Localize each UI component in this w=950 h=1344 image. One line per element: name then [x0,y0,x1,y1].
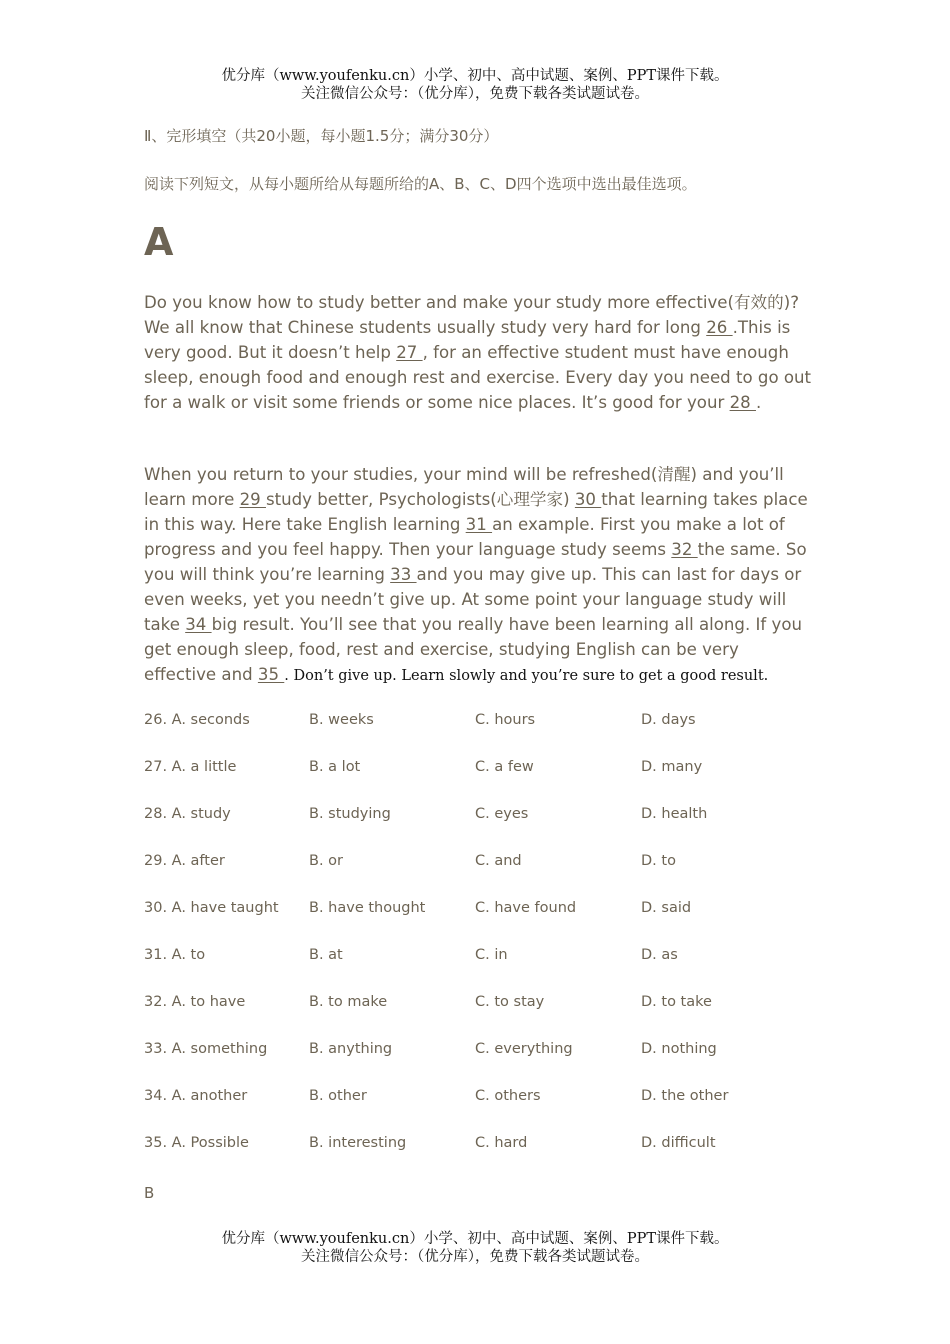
option-d: D. many [641,759,703,775]
footer-line-2: 关注微信公众号：（优分库），免费下载各类试题试卷。 [301,1249,649,1265]
option-c: C. others [475,1088,541,1104]
page-header [0,67,950,103]
option-b: B. a lot [309,759,361,775]
option-b: B. weeks [309,712,374,728]
paragraph-text: an example. First you make a lot of progress and you feel happy. Then your language study seems [144,515,785,559]
option-a: 26. A. seconds [144,712,250,728]
option-a: 30. A. have taught [144,900,279,916]
option-b: B. have thought [309,900,426,916]
blank-35: 35 [257,665,285,684]
blank-31: 31 [465,515,493,534]
page-footer [0,1230,950,1266]
option-d: D. nothing [641,1041,717,1057]
paragraph-text: , for an effective student must have enough sleep, enough food and enough rest and exercise. Every day you need to go out for a walk or visit some friends or some nice places. It’s good for your [144,343,812,412]
header-line-1: 优分库（www.youfenku.cn）小学、初中、高中试题、案例、PPT课件下载。 [221,68,729,84]
blank-33: 33 [390,565,417,584]
option-b: B. anything [309,1041,393,1057]
blank-32: 32 [671,540,698,559]
footer-line-1: 优分库（www.youfenku.cn）小学、初中、高中试题、案例、PPT课件下载。 [221,1231,729,1247]
option-d: D. days [641,712,696,728]
paragraph-text: .This is very good. But it doesn’t help [144,318,791,362]
option-d: D. the other [641,1088,729,1104]
option-c: C. have found [475,900,577,916]
paragraph-text: and you may give up. This can last for days or even weeks, yet you needn’t give up. At some point your language study will take [144,565,802,634]
passage-letter: A [144,220,174,264]
paragraph-text: big result. You’ll see that you really have been learning all along. If you get enough sleep, food, rest and exercise, studying English can be very effective and [144,615,803,684]
paragraph-text: . [755,393,762,412]
option-d: D. to [641,853,676,869]
option-a: 32. A. to have [144,994,246,1010]
passage-paragraph-2 [144,462,812,689]
option-b: B. studying [309,806,391,822]
question-row [144,759,824,779]
section-instruction: 阅读下列短文，从每小题所给从每题所给的A、B、C、D四个选项中选出最佳选项。 [144,175,697,193]
question-row [144,994,824,1014]
paragraph-text: When you return to your studies, your mind will be refreshed(清醒) and you’ll learn more [144,465,784,509]
option-a: 29. A. after [144,853,225,869]
paragraph-text: the same. So you will think you’re learning [144,540,807,584]
option-c: C. everything [475,1041,573,1057]
option-a: 34. A. another [144,1088,248,1104]
option-c: C. eyes [475,806,529,822]
blank-27: 27 [396,343,423,362]
option-a: 31. A. to [144,947,206,963]
option-d: D. difficult [641,1135,716,1151]
header-line-2: 关注微信公众号：（优分库），免费下载各类试题试卷。 [301,86,649,102]
paragraph-text: . Don’t give up. Learn slowly and you’re sure to get a good result. [284,668,769,684]
option-c: C. and [475,853,522,869]
question-row [144,947,824,967]
paragraph-text: Do you know how to study better and make your study more effective(有效的)? We all know that Chinese students usually study very hard for long [144,293,800,337]
option-b: B. or [309,853,343,869]
option-a: 27. A. a little [144,759,237,775]
option-c: C. to stay [475,994,545,1010]
question-row [144,1135,824,1155]
option-b: B. other [309,1088,367,1104]
paragraph-text: that learning takes place in this way. Here take English learning [144,490,808,534]
option-b: B. at [309,947,343,963]
paragraph-text: study better, Psychologists(心理学家) [265,490,575,509]
blank-29: 29 [239,490,266,509]
option-c: C. a few [475,759,534,775]
passage-paragraph-1 [144,290,812,415]
blank-34: 34 [185,615,212,634]
blank-28: 28 [729,393,756,412]
blank-30: 30 [574,490,602,509]
option-d: D. health [641,806,708,822]
option-a: 35. A. Possible [144,1135,249,1151]
question-row [144,853,824,873]
option-b: B. interesting [309,1135,407,1151]
option-d: D. as [641,947,678,963]
option-a: 33. A. something [144,1041,268,1057]
question-row [144,900,824,920]
option-c: C. in [475,947,508,963]
option-c: C. hard [475,1135,528,1151]
option-c: C. hours [475,712,536,728]
next-passage-letter: B [144,1184,155,1202]
option-d: D. to take [641,994,712,1010]
question-row [144,1041,824,1061]
question-row [144,712,824,732]
blank-26: 26 [706,318,733,337]
option-a: 28. A. study [144,806,231,822]
option-d: D. said [641,900,692,916]
question-row [144,1088,824,1108]
question-row [144,806,824,826]
section-title: Ⅱ、完形填空（共20小题，每小题1.5分；满分30分） [144,127,499,145]
option-b: B. to make [309,994,388,1010]
